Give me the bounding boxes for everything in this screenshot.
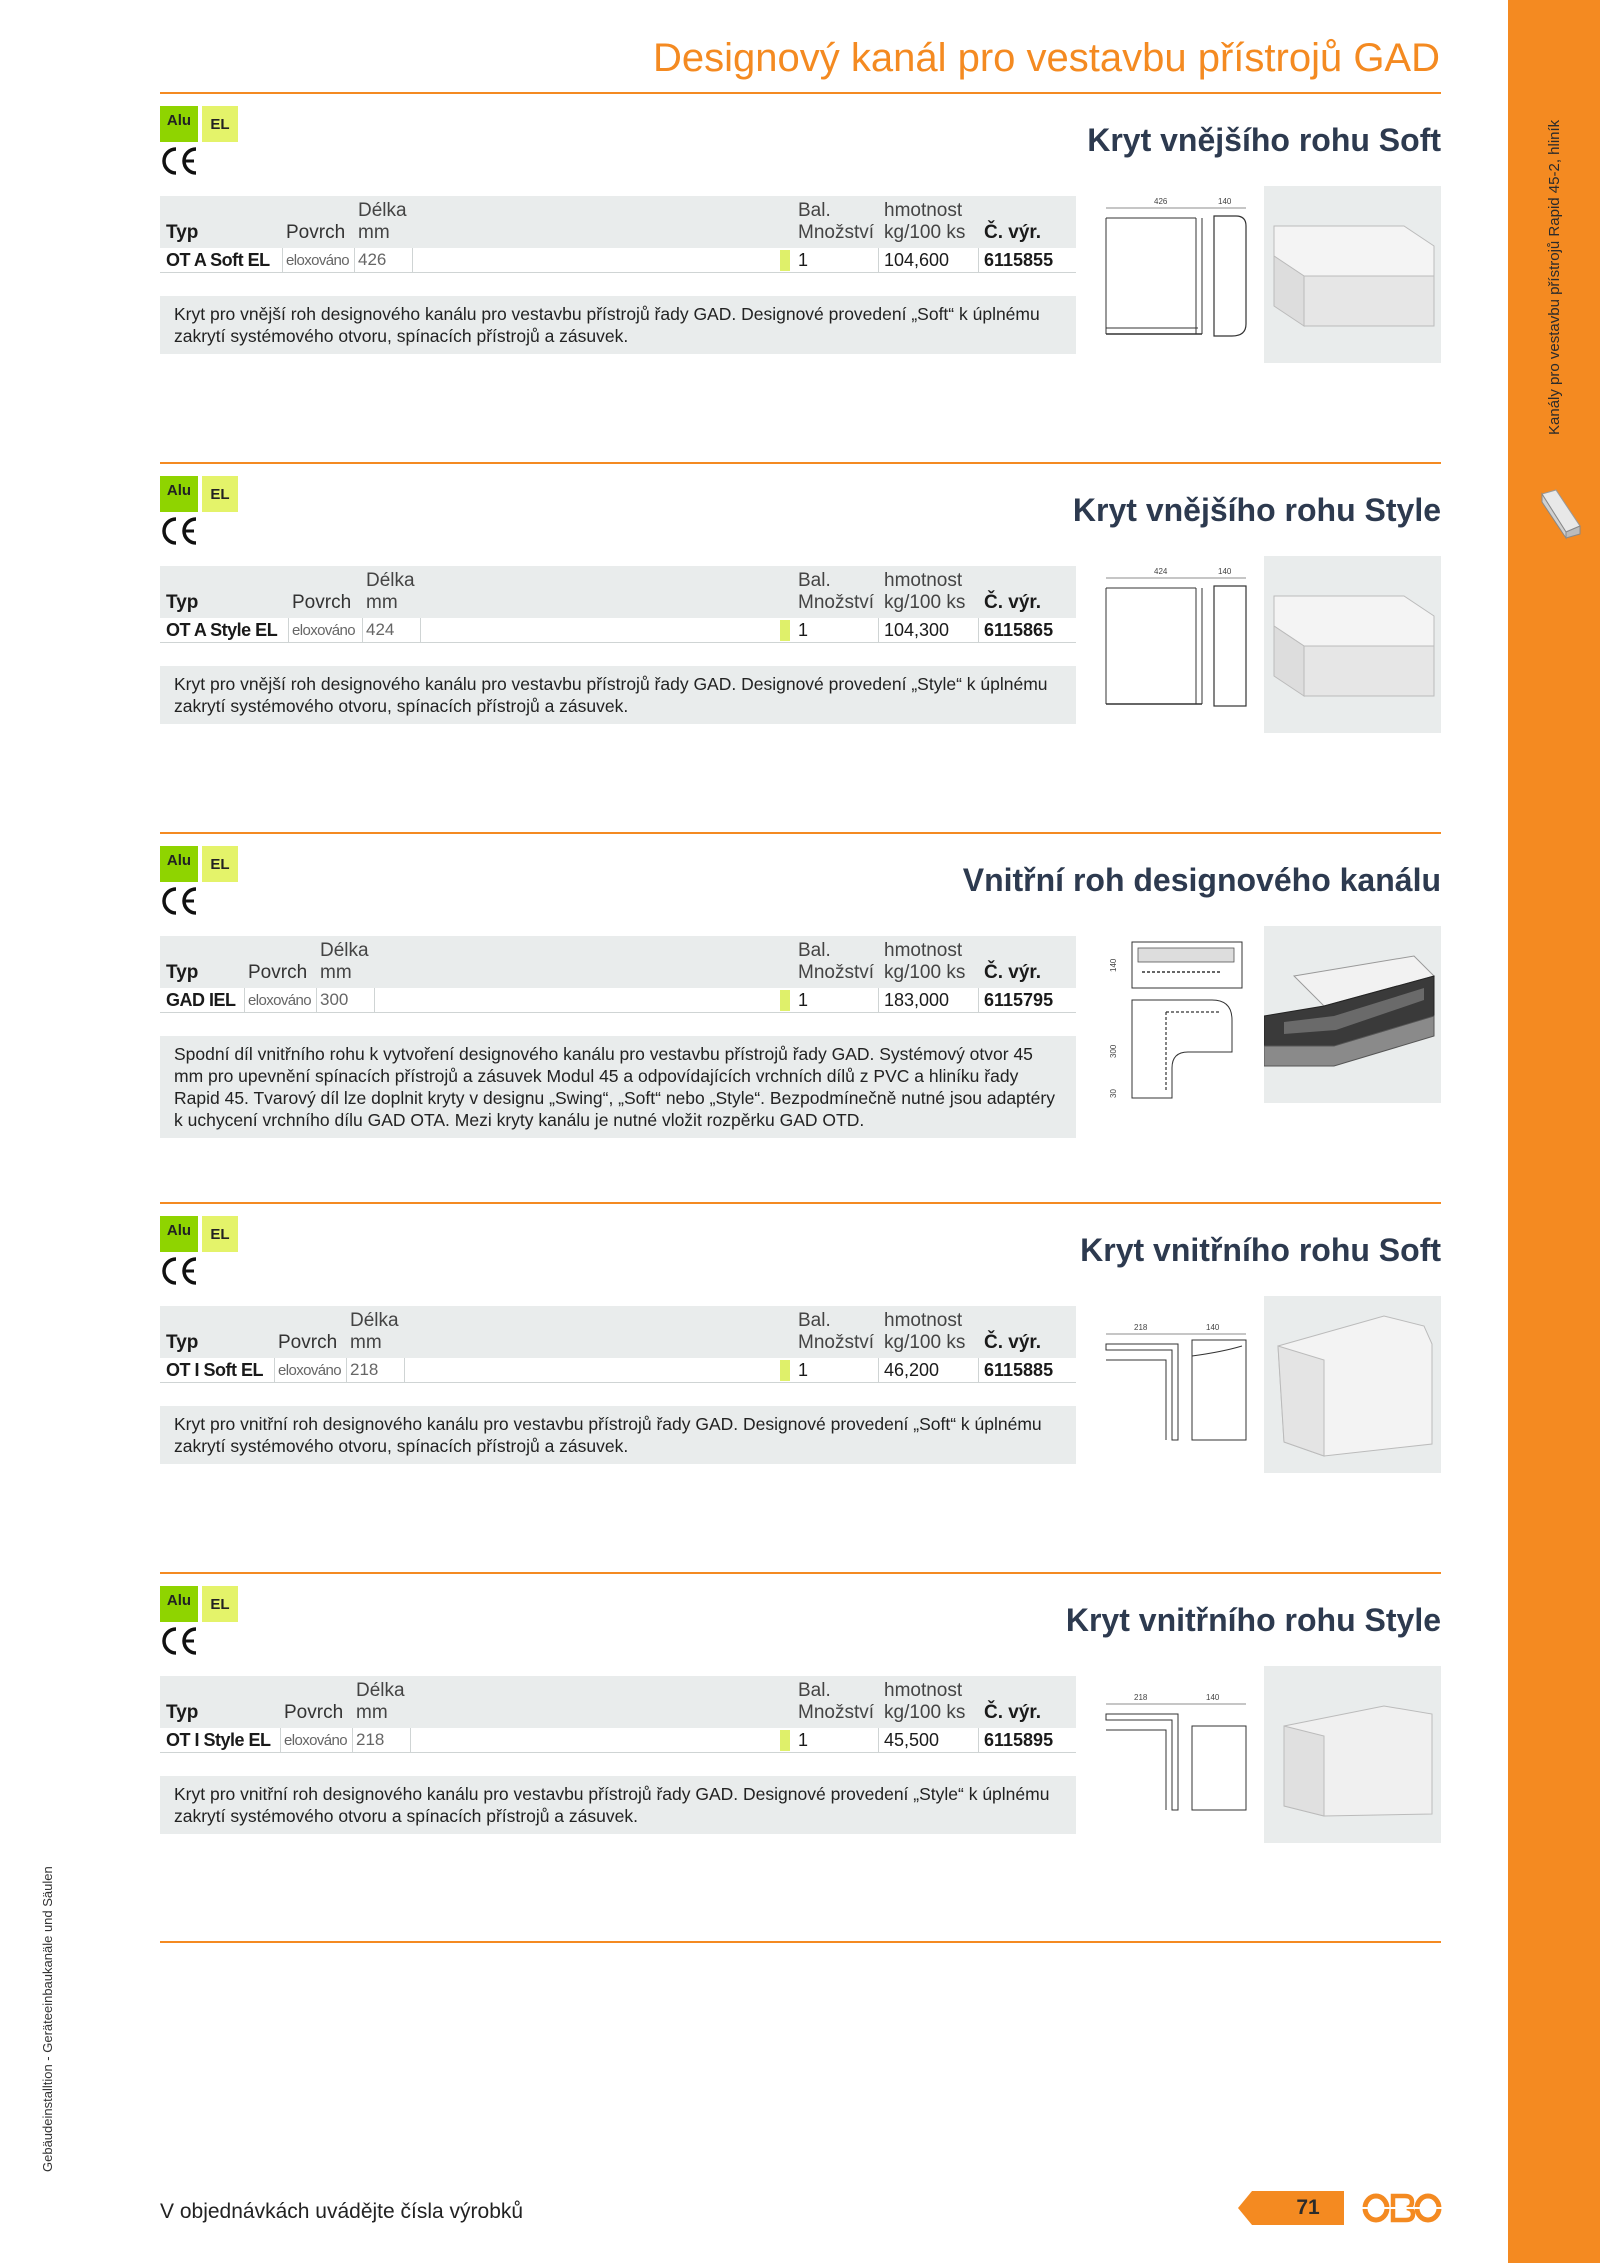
header-typ: Typ [166,592,199,613]
title-divider [160,92,1441,94]
material-badges [160,476,238,512]
header-typ: Typ [166,222,199,243]
ce-mark-icon [160,886,200,916]
header-povrch: Povrch [292,592,352,613]
table-row [160,1728,1076,1753]
cell-hmotnost: 104,600 [884,250,950,270]
header-bal: Bal. [798,1680,831,1701]
svg-text:30: 30 [1109,1089,1118,1098]
header-mnozstvi: Množství [798,222,875,243]
table-row [160,248,1076,273]
row-highlight-marker [780,1730,790,1751]
technical-drawing [1102,932,1252,1102]
product-photo [1264,1666,1441,1843]
cell-cislo-vyrobku: 6115865 [984,620,1054,640]
cell-bal: 1 [798,250,809,270]
row-highlight-marker [780,1360,790,1381]
product-section-outer-corner-soft [160,96,1441,436]
product-section-inner-corner-base [160,836,1441,1176]
header-delka: Délka [356,1680,405,1701]
cell-typ: OT I Soft EL [166,1360,263,1380]
cell-hmotnost: 104,300 [884,620,950,640]
header-hmotnost-unit: kg/100 ks [884,1702,966,1723]
row-highlight-marker [780,620,790,641]
header-bal: Bal. [798,1310,831,1331]
channel-thumbnail-icon [1538,488,1584,540]
header-hmotnost-unit: kg/100 ks [884,962,966,983]
product-section-inner-corner-soft [160,1206,1441,1546]
material-badges [160,1586,238,1622]
section-divider [160,832,1441,834]
cell-delka: 424 [366,620,395,639]
table-header [160,1306,1076,1358]
header-hmotnost-unit: kg/100 ks [884,1332,966,1353]
table-header [160,196,1076,248]
svg-text:140: 140 [1218,567,1232,576]
header-hmotnost: hmotnost [884,1680,963,1701]
cell-delka: 218 [356,1730,385,1749]
header-typ: Typ [166,1332,199,1353]
header-povrch: Povrch [248,962,308,983]
header-povrch: Povrch [278,1332,338,1353]
alu-badge: Alu [160,846,198,882]
section-title: Kryt vnitřního rohu Style [1065,1602,1441,1638]
cell-cislo-vyrobku: 6115795 [984,990,1054,1010]
bottom-divider [160,1941,1441,1943]
table-header [160,936,1076,988]
product-description: Kryt pro vnitřní roh designového kanálu pro vestavbu přístrojů řady GAD. Designové provedení „Style“ k úplnému zakrytí systémového otvoru a spínacích přístrojů a zásuvek. [160,1776,1076,1834]
table-row [160,1358,1076,1383]
header-mnozstvi: Množství [798,1332,875,1353]
header-bal: Bal. [798,570,831,591]
alu-badge: Alu [160,106,198,142]
cell-hmotnost: 183,000 [884,990,950,1010]
product-photo [1264,926,1441,1103]
header-povrch: Povrch [286,222,346,243]
header-delka: Délka [366,570,415,591]
cell-delka: 218 [350,1360,379,1379]
cell-povrch: eloxováno [278,1362,341,1379]
technical-drawing [1102,1296,1252,1466]
cell-typ: GAD IEL [166,990,236,1010]
cell-delka: 426 [358,250,387,269]
left-vertical-caption: Gebäudeinstalltion - Geräteeinbaukanäle und Säulen [40,1866,55,2172]
svg-text:140: 140 [1109,958,1118,972]
header-delka-unit: mm [366,592,398,613]
cell-typ: OT A Style EL [166,620,278,640]
section-title: Vnitřní roh designového kanálu [962,862,1441,898]
svg-text:218: 218 [1134,1693,1148,1702]
header-typ: Typ [166,1702,199,1723]
header-delka: Délka [358,200,407,221]
header-mnozstvi: Množství [798,962,875,983]
header-delka: Délka [350,1310,399,1331]
svg-text:140: 140 [1206,1693,1220,1702]
header-delka-unit: mm [350,1332,382,1353]
obo-logo-icon [1362,2190,1442,2226]
cell-bal: 1 [798,1730,809,1750]
cell-hmotnost: 46,200 [884,1360,940,1380]
section-title: Kryt vnitřního rohu Soft [1080,1232,1441,1268]
cell-povrch: eloxováno [284,1732,347,1749]
product-photo [1264,556,1441,733]
product-description: Kryt pro vnější roh designového kanálu pro vestavbu přístrojů řady GAD. Designové provedení „Soft“ k úplnému zakrytí systémového otvoru, spínacích přístrojů a zásuvek. [160,296,1076,354]
cell-povrch: eloxováno [286,252,349,269]
product-description: Spodní díl vnitřního rohu k vytvoření designového kanálu pro vestavbu přístrojů řady GAD. Systémový otvor 45 mm pro upevnění spínacích přístrojů a zásuvek Modul 45 a odpovídajících vrchních dílů z PVC a hliníku řady Rapid 45. Tvarový díl lze doplnit kryty v designu „Swing“, „Soft“ nebo „Style“. Bezpodmínečně nutné jsou adaptéry k uchycení vrchního dílu GAD OTA. Mezi kryty kanálu je nutné vložit rozpěrku GAD OTD. [160,1036,1076,1138]
cell-cislo-vyrobku: 6115895 [984,1730,1054,1750]
header-delka-unit: mm [320,962,352,983]
sidebar-category-text: Kanály pro vestavbu přístrojů Rapid 45-2, hliník [1546,119,1563,435]
cell-cislo-vyrobku: 6115885 [984,1360,1054,1380]
cell-povrch: eloxováno [292,622,355,639]
ce-mark-icon [160,146,200,176]
header-delka-unit: mm [356,1702,388,1723]
product-photo [1264,186,1441,363]
header-hmotnost-unit: kg/100 ks [884,592,966,613]
header-typ: Typ [166,962,199,983]
el-badge: EL [202,476,238,512]
row-highlight-marker [780,250,790,271]
cell-cislo-vyrobku: 6115855 [984,250,1054,270]
alu-badge: Alu [160,476,198,512]
header-delka-unit: mm [358,222,390,243]
section-title: Kryt vnějšího rohu Soft [1087,122,1441,158]
svg-text:426: 426 [1154,197,1168,206]
product-section-outer-corner-style [160,466,1441,806]
el-badge: EL [202,846,238,882]
svg-text:300: 300 [1109,1044,1118,1058]
header-bal: Bal. [798,940,831,961]
header-delka: Délka [320,940,369,961]
header-mnozstvi: Množství [798,1702,875,1723]
header-cislo-vyrobku: Č. výr. [984,962,1042,983]
cell-typ: OT I Style EL [166,1730,271,1750]
section-title: Kryt vnějšího rohu Style [1072,492,1441,528]
svg-text:140: 140 [1206,1323,1220,1332]
svg-text:424: 424 [1154,567,1168,576]
header-mnozstvi: Množství [798,592,875,613]
material-badges [160,106,238,142]
product-photo [1264,1296,1441,1473]
table-header [160,1676,1076,1728]
table-header [160,566,1076,618]
cell-hmotnost: 45,500 [884,1730,940,1750]
header-hmotnost: hmotnost [884,200,963,221]
cell-bal: 1 [798,990,809,1010]
product-description: Kryt pro vnější roh designového kanálu pro vestavbu přístrojů řady GAD. Designové provedení „Style“ k úplnému zakrytí systémového otvoru, spínacích přístrojů a zásuvek. [160,666,1076,724]
table-row [160,618,1076,643]
header-hmotnost: hmotnost [884,940,963,961]
ce-mark-icon [160,516,200,546]
svg-text:218: 218 [1134,1323,1148,1332]
technical-drawing [1102,1666,1252,1836]
page-number: 71 [1296,2196,1320,2219]
cell-typ: OT A Soft EL [166,250,270,270]
header-bal: Bal. [798,200,831,221]
header-cislo-vyrobku: Č. výr. [984,1702,1042,1723]
technical-drawing [1102,556,1252,726]
header-povrch: Povrch [284,1702,344,1723]
header-hmotnost: hmotnost [884,1310,963,1331]
header-cislo-vyrobku: Č. výr. [984,1332,1042,1353]
section-divider [160,1572,1441,1574]
material-badges [160,846,238,882]
el-badge: EL [202,1586,238,1622]
cell-bal: 1 [798,1360,809,1380]
technical-drawing [1102,186,1252,356]
cell-povrch: eloxováno [248,992,311,1009]
material-badges [160,1216,238,1252]
header-cislo-vyrobku: Č. výr. [984,592,1042,613]
ce-mark-icon [160,1626,200,1656]
row-highlight-marker [780,990,790,1011]
ce-mark-icon [160,1256,200,1286]
header-hmotnost: hmotnost [884,570,963,591]
table-row [160,988,1076,1013]
header-cislo-vyrobku: Č. výr. [984,222,1042,243]
el-badge: EL [202,1216,238,1252]
cell-bal: 1 [798,620,809,640]
header-hmotnost-unit: kg/100 ks [884,222,966,243]
alu-badge: Alu [160,1586,198,1622]
footer-order-note: V objednávkách uvádějte čísla výrobků [160,2200,524,2223]
product-section-inner-corner-style [160,1576,1441,1916]
page-title: Designový kanál pro vestavbu přístrojů GAD [652,36,1440,80]
svg-text:140: 140 [1218,197,1232,206]
product-description: Kryt pro vnitřní roh designového kanálu pro vestavbu přístrojů řady GAD. Designové provedení „Soft“ k úplnému zakrytí systémového otvoru, spínacích přístrojů a zásuvek. [160,1406,1076,1464]
section-divider [160,462,1441,464]
section-divider [160,1202,1441,1204]
alu-badge: Alu [160,1216,198,1252]
el-badge: EL [202,106,238,142]
cell-delka: 300 [320,990,349,1009]
